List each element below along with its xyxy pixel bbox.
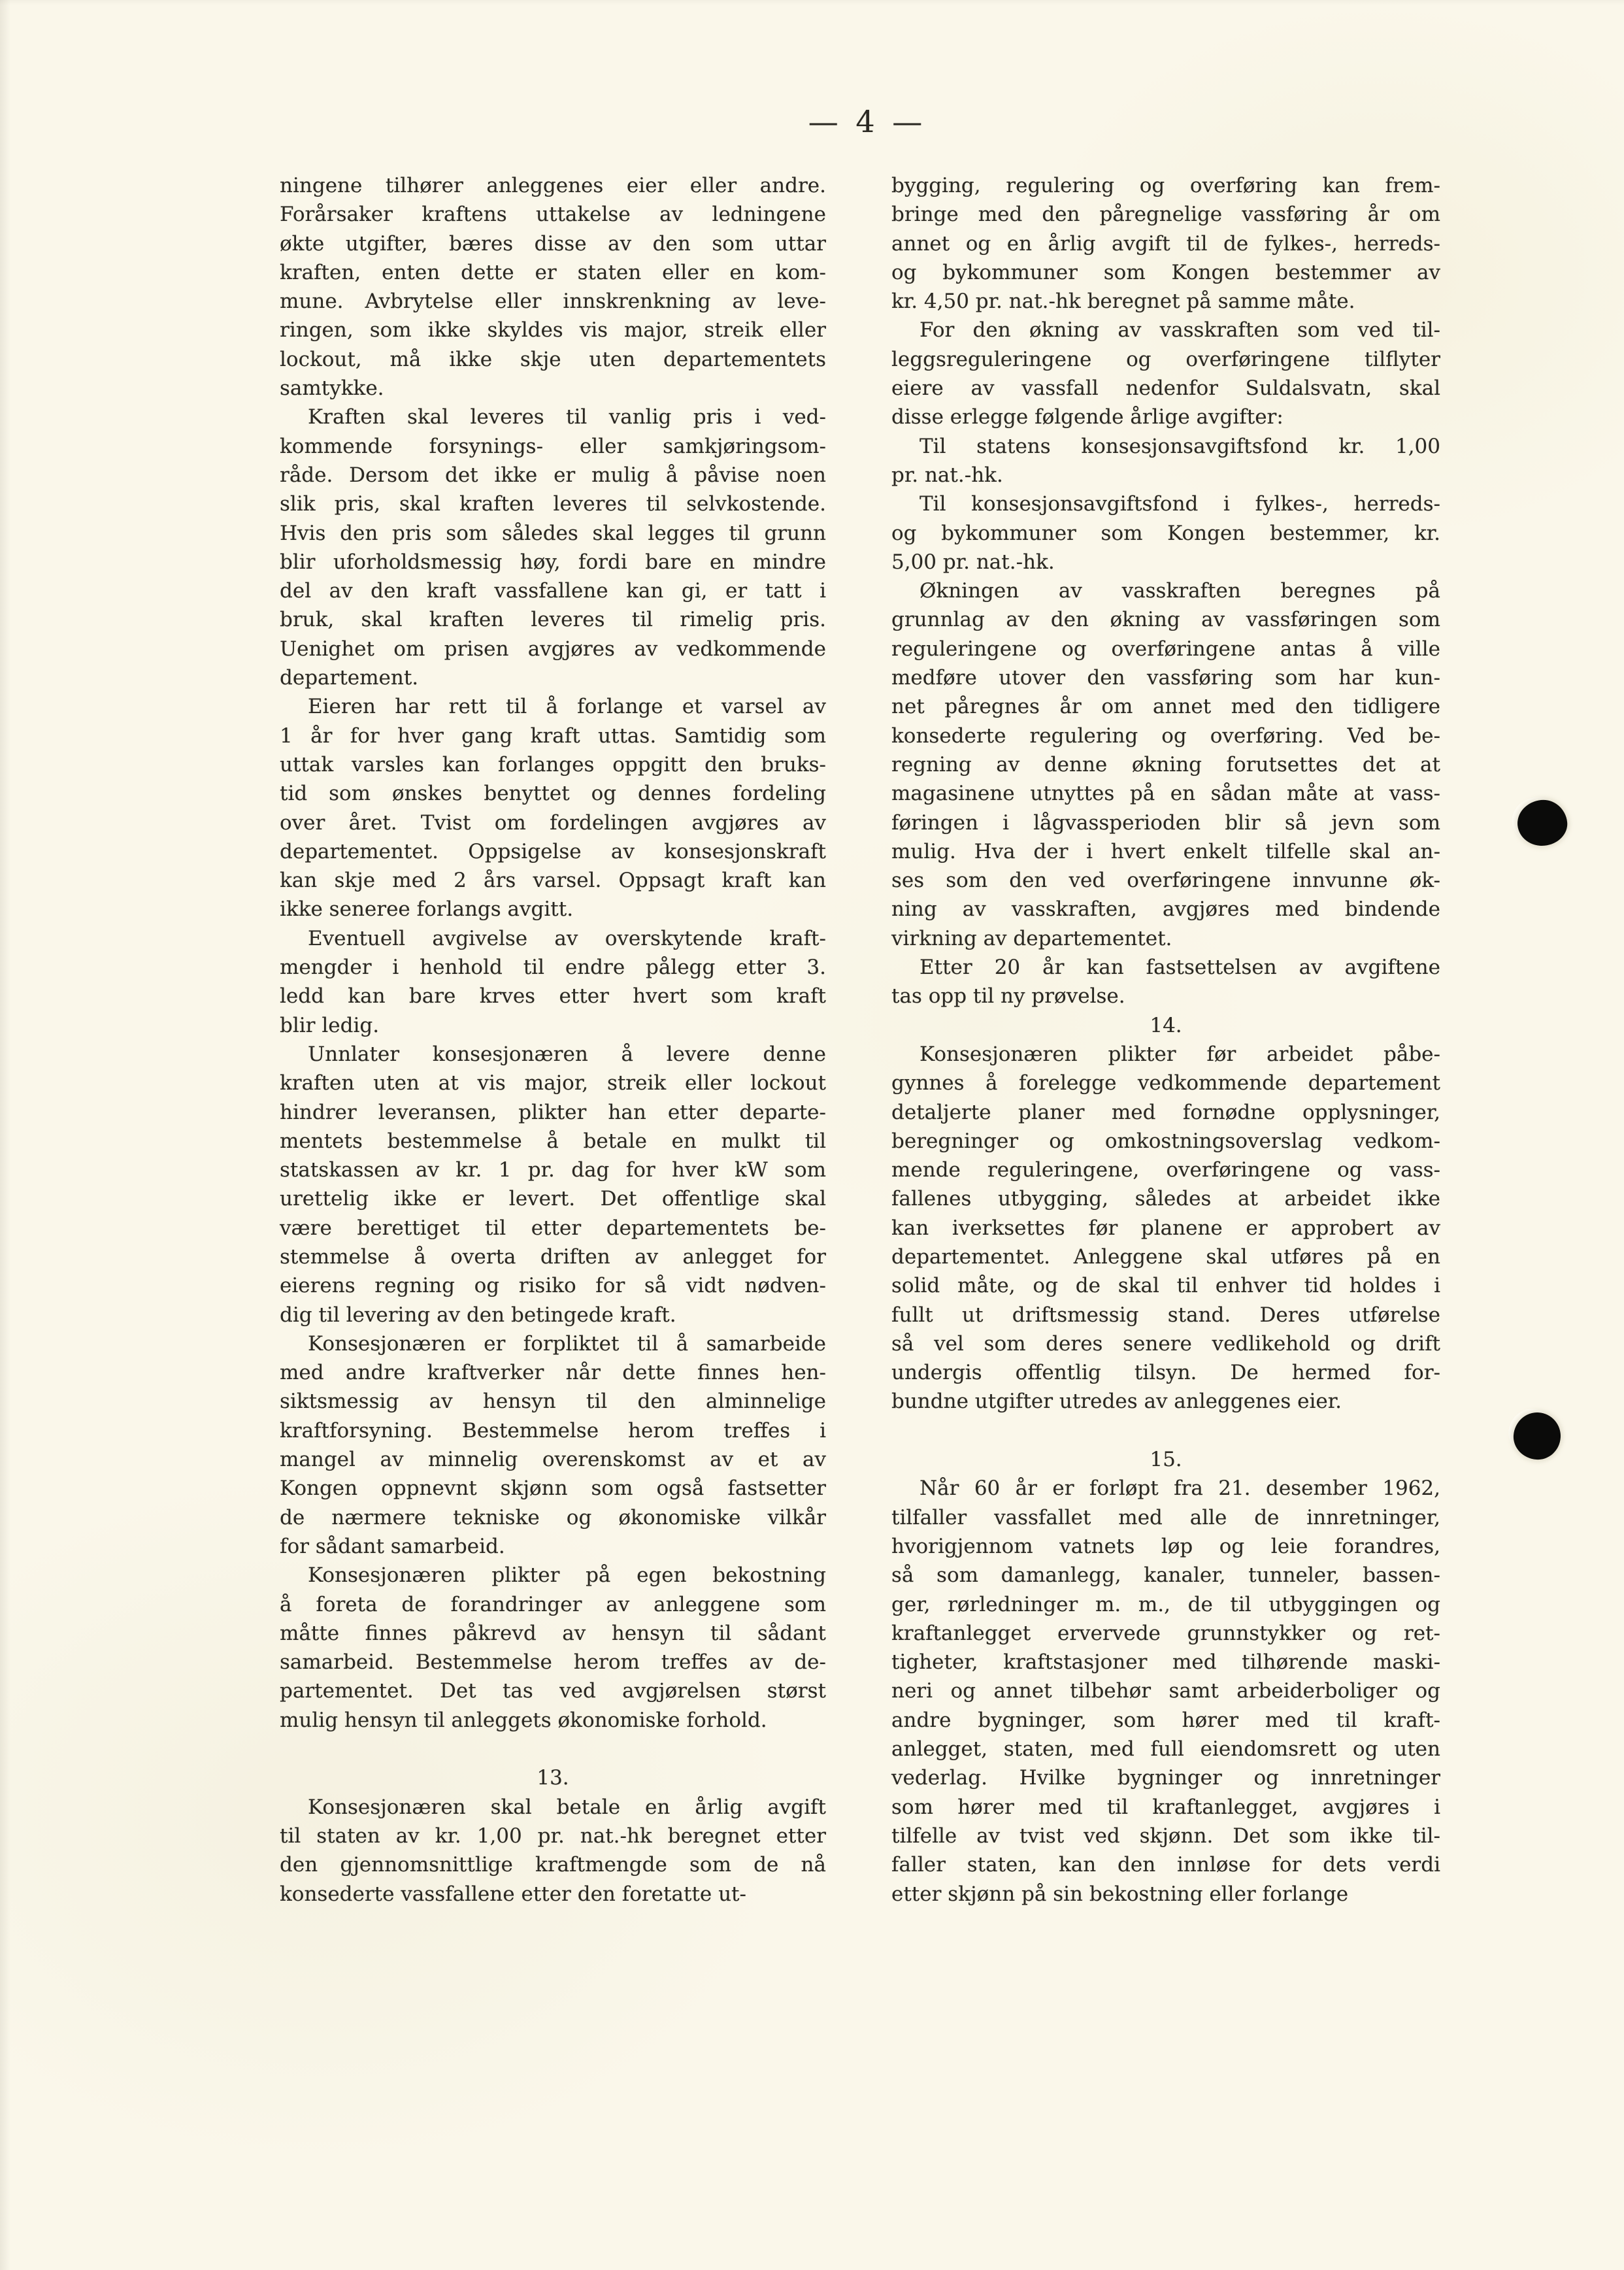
- text-line: måtte finnes påkrevd av hensyn til sådant: [280, 1621, 826, 1645]
- text-line: med andre kraftverker når dette finnes hen-: [280, 1361, 826, 1385]
- text-line: ikke seneree forlangs avgitt.: [280, 897, 574, 922]
- text-line: mune. Avbrytelse eller innskrenkning av leve-: [280, 290, 826, 314]
- text-line: dig til levering av den betingede kraft.: [280, 1303, 676, 1327]
- text-line: undergis offentlig tilsyn. De hermed for-: [891, 1361, 1440, 1385]
- text-line: tilfaller vassfallet med alle de innretninger,: [891, 1505, 1440, 1529]
- text-line: mangel av minnelig overenskomst av et av: [280, 1448, 826, 1472]
- text-line: andre bygninger, som hører med til kraft-: [891, 1708, 1440, 1732]
- text-line: departementet. Anleggene skal utføres på en: [891, 1244, 1440, 1269]
- text-line: solid måte, og de skal til enhver tid holdes i: [891, 1274, 1440, 1298]
- text-line: kraftanlegget ervervede grunnstykker og ret-: [891, 1621, 1440, 1645]
- text-line: blir ledig.: [280, 1013, 380, 1037]
- text-line: partementet. Det tas ved avgjørelsen størst: [280, 1679, 826, 1703]
- text-line: mengder i henhold til endre pålegg etter 3.: [280, 956, 826, 980]
- hole-punch-top: [1516, 797, 1570, 848]
- text-line: ning av vasskraften, avgjøres med bindende: [891, 897, 1440, 922]
- text-line: å foreta de forandringer av anleggene som: [280, 1592, 826, 1616]
- text-line: for sådant samarbeid.: [280, 1534, 505, 1558]
- text-line: Til konsesjonsavgiftsfond i fylkes-, herreds-: [920, 492, 1440, 516]
- text-line: være berettiget til etter departementets be-: [280, 1216, 826, 1240]
- text-line: fallenes utbygging, således at arbeidet ikke: [891, 1187, 1440, 1211]
- text-line: hvorigjennom vatnets løp og leie forandres,: [891, 1534, 1440, 1558]
- text-line: konsederte regulering og overføring. Ved be-: [891, 724, 1440, 748]
- text-line: Eventuell avgivelse av overskytende kraft-: [308, 926, 826, 950]
- text-line: ger, rørledninger m. m., de til utbyggingen og: [891, 1592, 1440, 1616]
- text-line: reguleringene og overføringene antas å ville: [891, 637, 1440, 661]
- text-line: fullt ut driftsmessig stand. Deres utførelse: [891, 1303, 1440, 1327]
- text-line: samarbeid. Bestemmelse herom treffes av de-: [280, 1650, 826, 1675]
- text-line: råde. Dersom det ikke er mulig å påvise noen: [280, 463, 826, 487]
- text-line: del av den kraft vassfallene kan gi, er tatt i: [280, 579, 826, 603]
- text-line: slik pris, skal kraften leveres til selvkostende.: [280, 492, 826, 516]
- text-line: virkning av departementet.: [891, 926, 1172, 950]
- text-line: tigheter, kraftstasjoner med tilhørende maski-: [891, 1650, 1440, 1675]
- text-line: mentets bestemmelse å betale en mulkt til: [280, 1129, 826, 1153]
- text-line: uttak varsles kan forlanges oppgitt den bruks-: [280, 752, 826, 776]
- text-line: 1 år for hver gang kraft uttas. Samtidig som: [280, 724, 826, 748]
- text-line: Hvis den pris som således skal legges til grunn: [280, 521, 826, 545]
- text-line: Forårsaker kraftens uttakelse av ledningene: [280, 203, 826, 227]
- section-heading: 14.: [1150, 1013, 1182, 1037]
- text-line: ringen, som ikke skyldes vis major, streik eller: [280, 318, 826, 342]
- text-line: neri og annet tilbehør samt arbeiderboliger og: [891, 1679, 1440, 1703]
- text-line: mende reguleringene, overføringene og vass-: [891, 1158, 1440, 1182]
- text-line: bringe med den påregnelige vassføring år om: [891, 203, 1440, 227]
- text-line: blir uforholdsmessig høy, fordi bare en mindre: [280, 550, 826, 574]
- text-line: medføre utover den vassføring som har kun-: [891, 666, 1440, 690]
- text-line: detaljerte planer med fornødne opplysninger,: [891, 1100, 1440, 1124]
- text-line: magasinene utnyttes på en sådan måte at vass-: [891, 782, 1440, 806]
- section-heading: 15.: [1150, 1448, 1182, 1472]
- text-line: over året. Tvist om fordelingen avgjøres av: [280, 810, 826, 835]
- text-line: statskassen av kr. 1 pr. dag for hver kW som: [280, 1158, 826, 1182]
- text-line: tilfelle av tvist ved skjønn. Det som ikke til-: [891, 1824, 1440, 1848]
- text-line: til staten av kr. 1,00 pr. nat.-hk beregnet etter: [280, 1824, 826, 1848]
- text-line: den gjennomsnittlige kraftmengde som de nå: [280, 1853, 826, 1877]
- text-line: disse erlegge følgende årlige avgifter:: [891, 405, 1284, 429]
- text-line: mulig hensyn til anleggets økonomiske forhold.: [280, 1708, 767, 1732]
- page-number: — 4 —: [808, 104, 927, 139]
- text-line: kraften uten at vis major, streik eller lockout: [280, 1071, 826, 1095]
- section-heading: 13.: [537, 1766, 569, 1790]
- text-line: stemmelse å overta driften av anlegget for: [280, 1244, 826, 1269]
- text-line: grunnlag av den økning av vassføringen som: [891, 608, 1440, 632]
- text-line: net påregnes år om annet med den tidligere: [891, 695, 1440, 719]
- text-line: bygging, regulering og overføring kan frem-: [891, 174, 1440, 197]
- left-column: [280, 171, 826, 1909]
- text-line: ses som den ved overføringene innvunne øk-: [891, 869, 1440, 893]
- text-line: faller staten, kan den innløse for dets verdi: [891, 1853, 1440, 1877]
- text-line: tid som ønskes benyttet og dennes fordeling: [280, 782, 826, 806]
- text-line: beregninger og omkostningsoverslag vedkom-: [891, 1129, 1440, 1153]
- text-line: mulig. Hva der i hvert enkelt tilfelle skal an-: [891, 839, 1440, 863]
- text-line: departement.: [280, 666, 419, 690]
- text-line: og bykommuner som Kongen bestemmer av: [891, 260, 1440, 284]
- text-line: Etter 20 år kan fastsettelsen av avgiftene: [920, 956, 1440, 980]
- text-line: 5,00 pr. nat.-hk.: [891, 550, 1055, 574]
- text-line: eiere av vassfall nedenfor Suldalsvatn, skal: [891, 376, 1440, 401]
- text-line: bruk, skal kraften leveres til rimelig pris.: [280, 608, 826, 632]
- text-line: Konsesjonæren plikter på egen bekostning: [308, 1563, 826, 1588]
- text-line: Til statens konsesjonsavgiftsfond kr. 1,00: [920, 434, 1440, 458]
- text-line: leggsreguleringene og overføringene tilflyter: [891, 347, 1440, 371]
- text-line: pr. nat.-hk.: [891, 463, 1003, 487]
- text-line: etter skjønn på sin bekostning eller forlange: [891, 1882, 1349, 1906]
- text-line: vederlag. Hvilke bygninger og innretninger: [891, 1766, 1440, 1790]
- text-line: gynnes å forelegge vedkommende departement: [891, 1071, 1440, 1095]
- text-line: anlegget, staten, med full eiendomsrett og uten: [891, 1737, 1440, 1761]
- text-line: departementet. Oppsigelse av konsesjonskraft: [280, 839, 826, 863]
- text-line: annet og en årlig avgift til de fylkes-, herreds-: [891, 231, 1440, 256]
- text-line: Kongen oppnevnt skjønn som også fastsetter: [280, 1477, 826, 1501]
- text-line: urettelig ikke er levert. Det offentlige skal: [280, 1187, 826, 1211]
- text-line: så vel som deres senere vedlikehold og drift: [891, 1331, 1440, 1356]
- blank-line: [280, 1735, 826, 1763]
- text-line: konsederte vassfallene etter den foretatte ut-: [280, 1882, 746, 1906]
- text-line: kan iverksettes før planene er approbert av: [891, 1216, 1440, 1240]
- text-line: regning av denne økning forutsettes det at: [891, 752, 1440, 776]
- text-line: så som damanlegg, kanaler, tunneler, bassen-: [891, 1563, 1440, 1588]
- blank-line: [891, 1416, 1440, 1445]
- text-line: føringen i lågvassperioden blir så jevn som: [891, 810, 1440, 835]
- text-line: ningene tilhører anleggenes eier eller andre.: [280, 174, 826, 197]
- text-line: samtykke.: [280, 376, 384, 401]
- text-line: kommende forsynings- eller samkjøringsom-: [280, 434, 826, 458]
- text-line: For den økning av vasskraften som ved til-: [920, 318, 1440, 342]
- hole-punch-bottom: [1512, 1411, 1563, 1461]
- text-line: Konsesjonæren er forpliktet til å samarbeide: [308, 1331, 826, 1356]
- text-line: de nærmere tekniske og økonomiske vilkår: [280, 1505, 826, 1529]
- text-line: hindrer leveransen, plikter han etter departe-: [280, 1100, 826, 1124]
- text-line: som hører med til kraftanlegget, avgjøres i: [891, 1795, 1440, 1819]
- text-line: Eieren har rett til å forlange et varsel av: [308, 695, 826, 719]
- text-line: kraftforsyning. Bestemmelse herom treffes i: [280, 1418, 826, 1443]
- text-line: lockout, må ikke skje uten departementets: [280, 347, 826, 371]
- text-line: eierens regning og risiko for så vidt nødven-: [280, 1274, 826, 1298]
- text-line: kraften, enten dette er staten eller en kom-: [280, 260, 826, 284]
- text-line: kr. 4,50 pr. nat.-hk beregnet på samme måte.: [891, 290, 1355, 314]
- text-line: Unnlater konsesjonæren å levere denne: [308, 1042, 826, 1066]
- text-line: Uenighet om prisen avgjøres av vedkommende: [280, 637, 826, 661]
- text-line: Kraften skal leveres til vanlig pris i ved-: [308, 405, 826, 429]
- right-column: [891, 171, 1440, 1909]
- text-line: Økningen av vasskraften beregnes på: [920, 579, 1440, 603]
- text-line: Konsesjonæren plikter før arbeidet påbe-: [920, 1042, 1440, 1066]
- text-line: Konsesjonæren skal betale en årlig avgift: [308, 1795, 826, 1819]
- text-line: bundne utgifter utredes av anleggenes eier.: [891, 1390, 1342, 1414]
- text-line: ledd kan bare krves etter hvert som kraft: [280, 984, 826, 1009]
- text-line: økte utgifter, bæres disse av den som uttar: [280, 231, 826, 256]
- text-line: kan skje med 2 års varsel. Oppsagt kraft kan: [280, 869, 826, 893]
- text-line: og bykommuner som Kongen bestemmer, kr.: [891, 521, 1440, 545]
- text-line: siktsmessig av hensyn til den alminnelige: [280, 1390, 826, 1414]
- text-line: tas opp til ny prøvelse.: [891, 984, 1125, 1009]
- text-line: Når 60 år er forløpt fra 21. desember 1962,: [920, 1477, 1440, 1501]
